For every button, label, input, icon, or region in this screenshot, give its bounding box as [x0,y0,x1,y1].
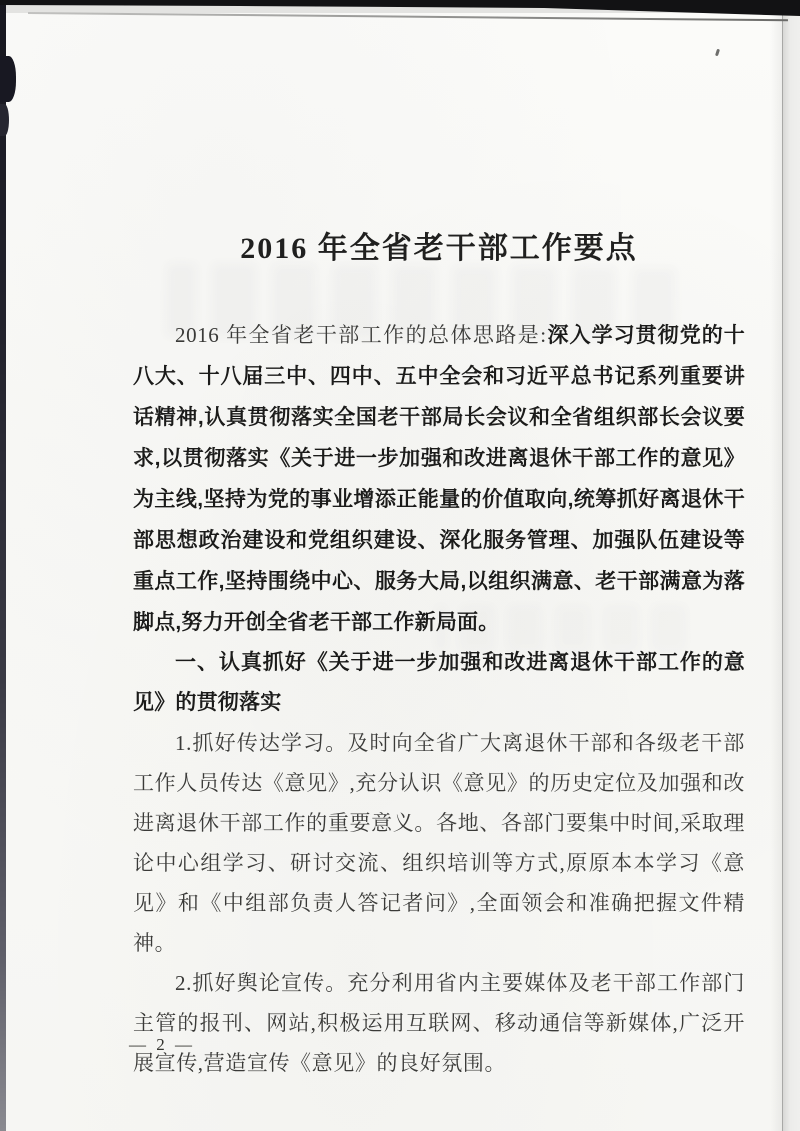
intro-paragraph [133,315,745,643]
left-binding-mark [0,56,16,102]
intro-emphasis-text: 深入学习贯彻党的十八大、十八届三中、四中、五中全会和习近平总书记系列重要讲话精神,认真贯彻落实全国老干部局长会议和全省组织部长会议要求,以贯彻落实《关于进一步加强和改进离退休干部工作的意见》为主线,坚持为党的事业增添正能量的价值取向,统筹抓好离退休干部思想政治建设和党组织建设、深化服务管理、加强队伍建设等重点工作,坚持围绕中心、服务大局,以组织满意、老干部满意为落脚点,努力开创全省老干部工作新局面。 [133,324,745,634]
item-paragraph-2: 2.抓好舆论宣传。充分利用省内主要媒体及老干部工作部门主管的报刊、网站,积极运用互联网、移动通信等新媒体,广泛开展宣传,营造宣传《意见》的良好氛围。 [133,971,745,1075]
page-number: — 2 — [129,1035,195,1054]
left-binding-mark-small [0,104,9,136]
document-body [133,315,745,1083]
section-one-heading: 一、认真抓好《关于进一步加强和改进离退休干部工作的意见》的贯彻落实 [133,651,745,714]
document-title: 2016 年全省老干部工作要点 [240,232,638,265]
document-page [6,13,782,1131]
right-page-edge-shadow [770,14,782,1131]
intro-lead-text: 2016 年全省老干部工作的总体思路是: [175,323,547,347]
right-page-edge-gutter [782,14,800,1131]
left-binding-strip-artifact [0,0,6,1131]
item-paragraph-1: 1.抓好传达学习。及时向全省广大离退休干部和各级老干部工作人员传达《意见》,充分认识《意见》的历史定位及加强和改进离退休干部工作的重要意义。各地、各部门要集中时间,采取理论中心组学习、研讨交流、组织培训等方式,原原本本学习《意见》和《中组部负责人答记者问》,全面领会和准确把握文件精神。 [133,731,745,955]
